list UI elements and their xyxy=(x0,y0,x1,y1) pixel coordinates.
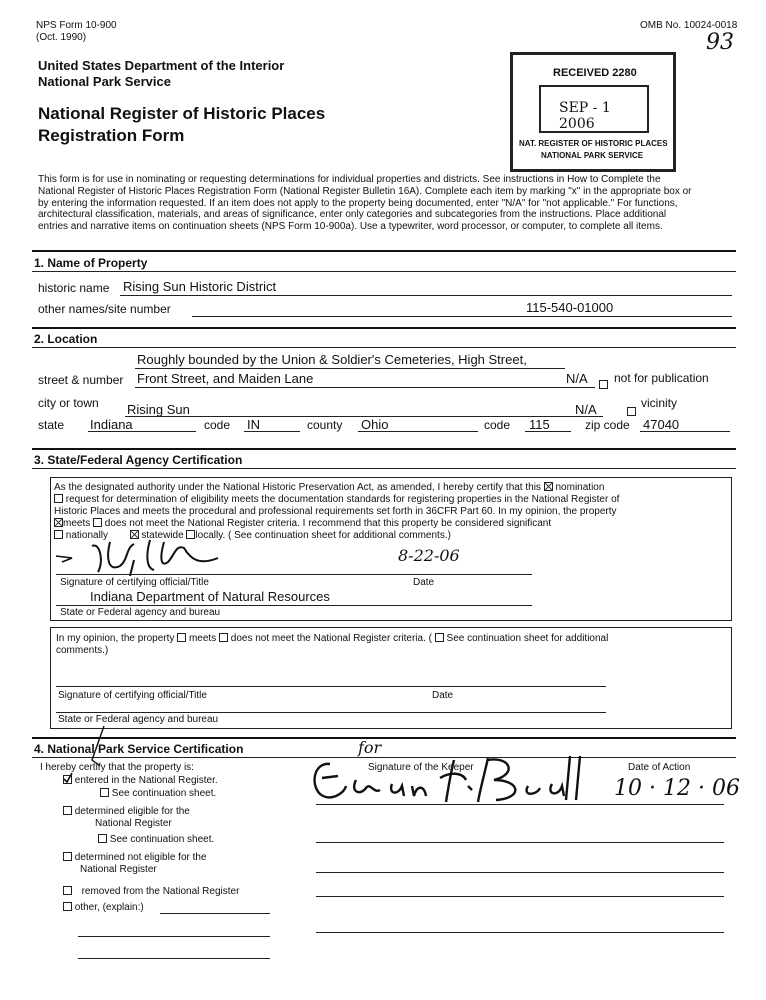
field-line xyxy=(120,295,732,296)
eligible-label-2: National Register xyxy=(95,818,172,829)
other-checkbox[interactable] xyxy=(63,902,72,911)
locally-label: locally. xyxy=(195,530,226,541)
section-divider xyxy=(32,737,736,739)
intro-line: by entering the information requested. If an item does not apply to the property being documented, enter "N/A" for "not applicable." For functions, xyxy=(38,197,678,209)
section-2-heading: 2. Location xyxy=(34,332,98,346)
city-label: city or town xyxy=(38,396,99,410)
zip-value[interactable]: 47040 xyxy=(643,417,680,432)
entered-continuation-checkbox[interactable] xyxy=(100,788,109,797)
opinion-line-2: comments.) xyxy=(56,645,109,656)
street-label: street & number xyxy=(38,373,124,387)
certify-text: I hereby certify that the property is: xyxy=(40,762,194,773)
state-signature-date: 8-22-06 xyxy=(398,546,460,565)
nomination-label: nomination xyxy=(555,482,605,493)
county-label: county xyxy=(307,418,343,432)
field-line xyxy=(160,913,270,914)
removed-checkbox[interactable] xyxy=(63,886,72,895)
section-divider xyxy=(32,347,736,348)
nomination-checkbox[interactable] xyxy=(544,482,553,491)
not-eligible-label-2: National Register xyxy=(80,864,157,875)
site-number-value[interactable]: 115-540-01000 xyxy=(526,300,614,315)
not-for-publication-checkbox[interactable] xyxy=(599,380,608,389)
signature-line xyxy=(316,804,724,805)
section-divider xyxy=(32,327,736,329)
section-4-heading: 4. National Park Service Certification xyxy=(34,742,244,756)
opinion-does-not-meet-checkbox[interactable] xyxy=(219,633,228,642)
state-signature xyxy=(48,532,308,580)
eligible-continuation-checkbox[interactable] xyxy=(98,834,107,843)
continuation-note: ( See continuation sheet for additional comments.) xyxy=(228,530,451,541)
section-1-heading: 1. Name of Property xyxy=(34,256,148,270)
historic-name-label: historic name xyxy=(38,281,110,295)
opinion-meets-checkbox[interactable] xyxy=(177,633,186,642)
field-line xyxy=(56,712,606,713)
section-divider xyxy=(32,468,736,469)
intro-line: National Register of Historic Places Registration Form (National Register Bulletin 16A). Complete each item by marking "x" in the appropriate box or xyxy=(38,185,692,197)
state-signature-label: Signature of certifying official/Title xyxy=(60,577,209,588)
form-number: NPS Form 10-900 xyxy=(36,20,117,31)
removed-row xyxy=(63,886,239,897)
vicinity-label: vicinity xyxy=(641,396,678,410)
intro-line: entries and narrative items on continuation sheets (NPS Form 10-900a). Use a typewriter, word processor, or computer, to complete all items. xyxy=(38,221,663,233)
opinion-signature-label: Signature of certifying official/Title xyxy=(58,690,207,701)
historic-name-value[interactable]: Rising Sun Historic District xyxy=(123,279,277,294)
county-code-value[interactable]: 115 xyxy=(529,417,550,432)
state-label: state xyxy=(38,418,65,432)
form-date: (Oct. 1990) xyxy=(36,32,87,43)
field-line xyxy=(78,936,270,937)
cert-text: As the designated authority under the National Historic Preservation Act, as amended, I hereby certify that this xyxy=(54,482,541,493)
cert-line-2 xyxy=(54,494,619,505)
intro-line: architectural classification, materials, and areas of significance, enter only categories and subcategories from the instructions. Place additional xyxy=(38,209,667,221)
field-line xyxy=(358,431,478,432)
request-checkbox[interactable] xyxy=(54,494,63,503)
opinion-date-label: Date xyxy=(432,690,454,701)
state-date-label: Date xyxy=(413,577,435,588)
stamp-date-box xyxy=(539,85,649,133)
date-of-action-label: Date of Action xyxy=(628,762,691,773)
keeper-signature xyxy=(300,750,590,812)
other-row xyxy=(63,902,144,913)
state-agency-label: State or Federal agency and bureau xyxy=(60,607,221,618)
section-3-heading: 3. State/Federal Agency Certification xyxy=(34,453,243,467)
city-value[interactable]: Rising Sun xyxy=(127,402,190,417)
field-line xyxy=(244,431,300,432)
vicinity-checkbox[interactable] xyxy=(627,407,636,416)
street-value-1[interactable]: Roughly bounded by the Union & Soldier's Cemeteries, High Street, xyxy=(137,352,527,367)
department-name: United States Department of the Interior xyxy=(38,58,285,73)
handwritten-number: 93 xyxy=(706,30,734,55)
does-not-meet-checkbox[interactable] xyxy=(93,518,102,527)
cert-text: does not meet the National Register criteria. I recommend that this property be considered significant xyxy=(104,518,552,529)
eligible-continuation-label: See continuation sheet. xyxy=(109,834,215,845)
handwritten-tick-mark xyxy=(48,722,128,782)
zip-label: zip code xyxy=(585,418,630,432)
opinion-agency-label: State or Federal agency and bureau xyxy=(58,714,219,725)
opinion-line-1 xyxy=(56,633,608,644)
field-line xyxy=(56,605,532,606)
form-title-2: Registration Form xyxy=(38,126,185,145)
eligible-checkbox[interactable] xyxy=(63,806,72,815)
cert-text: request for determination of eligibility meets the documentation standards for registering properties in the National Register of xyxy=(65,494,620,505)
state-agency-value[interactable]: Indiana Department of Natural Resources xyxy=(90,589,330,604)
eligible-label: determined eligible for the xyxy=(74,806,190,817)
eligible-continuation-row xyxy=(98,834,214,845)
other-names-label: other names/site number xyxy=(38,302,171,316)
na-vicinity: N/A xyxy=(575,402,597,417)
stamp-date: SEP - 1 2006 xyxy=(559,100,611,132)
stamp-line2: NATIONAL PARK SERVICE xyxy=(541,151,644,160)
opinion-text: See continuation sheet for additional xyxy=(446,633,609,644)
other-label: other, (explain:) xyxy=(74,902,144,913)
state-code-label: code xyxy=(204,418,231,432)
cert-line-3: Historic Places and meets the procedural and professional requirements set forth in 36CFR Part 60. In my opinion, the property xyxy=(54,506,617,517)
not-eligible-checkbox[interactable] xyxy=(63,852,72,861)
signature-line xyxy=(56,574,532,575)
opinion-meets-label: meets xyxy=(188,633,217,644)
field-line xyxy=(135,387,595,388)
section-divider xyxy=(32,250,736,252)
form-title-1: National Register of Historic Places xyxy=(38,104,326,123)
na-publication: N/A xyxy=(566,371,588,386)
removed-label: removed from the National Register xyxy=(81,886,240,897)
cert-line-4 xyxy=(54,518,551,529)
meets-checkbox[interactable] xyxy=(54,518,63,527)
state-value[interactable]: Indiana xyxy=(90,417,133,432)
signature-line xyxy=(316,842,724,843)
cert-line-1 xyxy=(54,482,604,493)
street-value-2[interactable]: Front Street, and Maiden Lane xyxy=(137,371,314,386)
not-for-publication-label: not for publication xyxy=(614,371,709,385)
not-eligible-label: determined not eligible for the xyxy=(74,852,207,863)
county-value[interactable]: Ohio xyxy=(361,417,389,432)
section-divider xyxy=(32,271,736,272)
opinion-text: does not meet the National Register criteria. ( xyxy=(230,633,432,644)
date-of-action-value: 10 · 12 · 06 xyxy=(614,776,740,801)
county-code-label: code xyxy=(484,418,511,432)
signature-line xyxy=(316,872,724,873)
opinion-text: In my opinion, the property xyxy=(56,633,175,644)
field-line xyxy=(135,368,565,369)
nationally-label: nationally xyxy=(65,530,109,541)
state-code-value[interactable]: IN xyxy=(247,417,260,432)
meets-label: meets xyxy=(63,518,91,529)
field-line xyxy=(78,958,270,959)
for-note: for xyxy=(358,738,382,757)
signature-line xyxy=(56,686,606,687)
field-line xyxy=(192,316,732,317)
received-stamp xyxy=(510,52,676,172)
entered-continuation-label: See continuation sheet. xyxy=(111,788,217,799)
field-line xyxy=(525,431,571,432)
section-divider xyxy=(32,448,736,450)
signature-line xyxy=(316,896,724,897)
field-line xyxy=(88,431,196,432)
keeper-signature-label: Signature of the Keeper xyxy=(368,762,474,773)
eligible-row xyxy=(63,806,190,817)
entered-continuation-row xyxy=(100,788,216,799)
stamp-line1: NAT. REGISTER OF HISTORIC PLACES xyxy=(519,139,668,148)
opinion-continuation-checkbox[interactable] xyxy=(435,633,444,642)
signature-line xyxy=(316,932,724,933)
field-line xyxy=(640,431,730,432)
intro-paragraph xyxy=(38,174,738,233)
intro-line: This form is for use in nominating or requesting determinations for individual properties and districts. See instructions in How to Complete the xyxy=(38,174,661,185)
statewide-label: statewide xyxy=(141,530,184,541)
entered-label: entered in the National Register. xyxy=(74,775,218,786)
not-eligible-row xyxy=(63,852,207,863)
agency-name: National Park Service xyxy=(38,74,171,89)
stamp-received: RECEIVED 2280 xyxy=(553,67,637,79)
omb-number: OMB No. 10024-0018 xyxy=(640,20,738,31)
